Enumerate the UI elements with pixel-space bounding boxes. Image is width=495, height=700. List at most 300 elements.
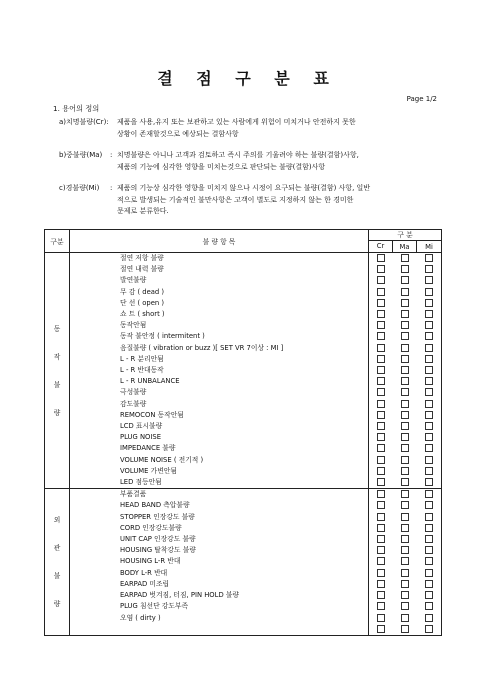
checkbox-cell-cr [369, 432, 393, 443]
table-row [45, 387, 442, 398]
checkbox-cell-mi [417, 455, 442, 466]
checkbox-cell-cr [369, 410, 393, 421]
checkbox-mi[interactable] [425, 546, 433, 554]
checkbox-mi[interactable] [425, 614, 433, 622]
checkbox-cell-ma [393, 500, 417, 511]
definition-line: 제품의 기능상 심각한 영향을 미치지 않으나 시정이 요구되는 불량(결함) 사항, 일반 [117, 184, 371, 192]
checkbox-cell-mi [417, 624, 442, 636]
checkbox-mi[interactable] [425, 625, 433, 633]
checkbox-cell-cr [369, 624, 393, 636]
page-number: Page 1/2 [406, 95, 437, 103]
table-row [45, 624, 442, 636]
checkbox-cell-ma [393, 523, 417, 534]
definition-colon: : [110, 151, 113, 159]
checkbox-cell-ma [393, 568, 417, 579]
definition-term: b)중불량(Ma) [59, 151, 103, 159]
checkbox-cell-mi [417, 320, 442, 331]
checkbox-cell-ma [393, 410, 417, 421]
checkbox-cell-ma [393, 624, 417, 636]
checkbox-cr[interactable] [377, 344, 385, 352]
checkbox-mi[interactable] [425, 411, 433, 419]
checkbox-mi[interactable] [425, 321, 433, 329]
checkbox-cell-mi [417, 477, 442, 489]
defect-item: L - R 분리안됨 [70, 354, 369, 365]
table-row [45, 287, 442, 298]
checkbox-cell-mi [417, 601, 442, 612]
checkbox-cell-ma [393, 590, 417, 601]
checkbox-cell-cr [369, 443, 393, 454]
group-label-char: 동 [53, 324, 61, 333]
definition-critical [59, 117, 449, 141]
checkbox-mi[interactable] [425, 444, 433, 452]
checkbox-ma[interactable] [401, 254, 409, 262]
defect-item: 음질불량 ( vibration or buzz )[ SET VR 7이상 : MI ] [70, 343, 369, 354]
checkbox-mi[interactable] [425, 478, 433, 486]
defect-item: VOLUME NOISE ( 전기적 ) [70, 455, 369, 466]
checkbox-cell-cr [369, 275, 393, 286]
table-row [45, 579, 442, 590]
checkbox-ma[interactable] [401, 569, 409, 577]
group-label-char: 량 [53, 408, 61, 417]
checkbox-cr[interactable] [377, 467, 385, 475]
checkbox-cell-cr [369, 298, 393, 309]
checkbox-mi[interactable] [425, 310, 433, 318]
group-label [45, 253, 70, 489]
checkbox-mi[interactable] [425, 288, 433, 296]
checkbox-cell-mi [417, 523, 442, 534]
checkbox-cell-mi [417, 376, 442, 387]
checkbox-ma[interactable] [401, 433, 409, 441]
header-class: 구 분 [369, 230, 442, 241]
table-row [45, 410, 442, 421]
definition-body [117, 150, 447, 173]
checkbox-cr[interactable] [377, 276, 385, 284]
table-row [45, 568, 442, 579]
checkbox-ma[interactable] [401, 467, 409, 475]
checkbox-ma[interactable] [401, 524, 409, 532]
checkbox-cell-cr [369, 568, 393, 579]
checkbox-cell-cr [369, 253, 393, 265]
checkbox-cell-ma [393, 455, 417, 466]
checkbox-cell-cr [369, 309, 393, 320]
checkbox-mi[interactable] [425, 591, 433, 599]
checkbox-ma[interactable] [401, 288, 409, 296]
checkbox-cell-ma [393, 613, 417, 624]
checkbox-ma[interactable] [401, 299, 409, 307]
checkbox-cell-cr [369, 320, 393, 331]
checkbox-mi[interactable] [425, 524, 433, 532]
checkbox-ma[interactable] [401, 557, 409, 565]
defect-item: HOUSING L-R 반대 [70, 556, 369, 567]
definition-line: 제품을 사용,유지 또는 보관하고 있는 사람에게 위험이 미치거나 안전하지 못한 [117, 118, 356, 126]
checkbox-cr[interactable] [377, 321, 385, 329]
checkbox-cr[interactable] [377, 513, 385, 521]
checkbox-cr[interactable] [377, 535, 385, 543]
defect-item: PLUG 침선단 강도부족 [70, 601, 369, 612]
defect-item: HEAD BAND 측압불량 [70, 500, 369, 511]
checkbox-ma[interactable] [401, 355, 409, 363]
checkbox-cell-cr [369, 534, 393, 545]
checkbox-cell-ma [393, 432, 417, 443]
checkbox-cell-cr [369, 421, 393, 432]
checkbox-mi[interactable] [425, 501, 433, 509]
checkbox-ma[interactable] [401, 456, 409, 464]
checkbox-cell-cr [369, 613, 393, 624]
checkbox-cell-cr [369, 387, 393, 398]
defect-item: HOUSING 탈착강도 불량 [70, 545, 369, 556]
checkbox-cell-ma [393, 287, 417, 298]
checkbox-mi[interactable] [425, 377, 433, 385]
checkbox-ma[interactable] [401, 513, 409, 521]
checkbox-cell-ma [393, 365, 417, 376]
defect-item: 쇼 트 ( short ) [70, 309, 369, 320]
checkbox-ma[interactable] [401, 602, 409, 610]
table-row [45, 399, 442, 410]
checkbox-mi[interactable] [425, 400, 433, 408]
checkbox-cell-ma [393, 253, 417, 265]
defect-item: UNIT CAP 인장강도 불량 [70, 534, 369, 545]
checkbox-cr[interactable] [377, 444, 385, 452]
checkbox-cell-cr [369, 466, 393, 477]
checkbox-cell-mi [417, 309, 442, 320]
checkbox-cell-mi [417, 613, 442, 624]
checkbox-mi[interactable] [425, 580, 433, 588]
definition-term: c)경불량(Mi) [59, 184, 100, 192]
checkbox-cr[interactable] [377, 265, 385, 273]
checkbox-cell-ma [393, 331, 417, 342]
checkbox-ma[interactable] [401, 580, 409, 588]
checkbox-ma[interactable] [401, 422, 409, 430]
defect-item: 감도불량 [70, 399, 369, 410]
checkbox-mi[interactable] [425, 422, 433, 430]
defect-item: L - R UNBALANCE [70, 376, 369, 387]
defect-item [70, 624, 369, 636]
checkbox-cr[interactable] [377, 400, 385, 408]
checkbox-cell-ma [393, 343, 417, 354]
checkbox-cell-mi [417, 590, 442, 601]
checkbox-cell-mi [417, 579, 442, 590]
table-row [45, 298, 442, 309]
table-row [45, 354, 442, 365]
checkbox-cr[interactable] [377, 254, 385, 262]
checkbox-cell-cr [369, 579, 393, 590]
checkbox-cr[interactable] [377, 377, 385, 385]
checkbox-cell-cr [369, 287, 393, 298]
document-title: 결 점 구 분 표 [157, 69, 338, 88]
checkbox-cell-mi [417, 489, 442, 501]
checkbox-mi[interactable] [425, 276, 433, 284]
checkbox-cr[interactable] [377, 625, 385, 633]
checkbox-cell-cr [369, 264, 393, 275]
checkbox-ma[interactable] [401, 444, 409, 452]
checkbox-cr[interactable] [377, 422, 385, 430]
checkbox-cell-cr [369, 354, 393, 365]
checkbox-cell-mi [417, 568, 442, 579]
header-mi: Mi [417, 241, 442, 253]
checkbox-cr[interactable] [377, 501, 385, 509]
defect-item: 무 감 ( dead ) [70, 287, 369, 298]
group-label-char: 량 [53, 600, 61, 609]
definition-body [117, 183, 447, 218]
checkbox-cr[interactable] [377, 355, 385, 363]
defect-item: BODY L-R 반대 [70, 568, 369, 579]
checkbox-cell-ma [393, 443, 417, 454]
checkbox-cr[interactable] [377, 299, 385, 307]
checkbox-cell-cr [369, 500, 393, 511]
checkbox-cell-mi [417, 343, 442, 354]
checkbox-cr[interactable] [377, 580, 385, 588]
defect-item: 동작안됨 [70, 320, 369, 331]
checkbox-cell-cr [369, 523, 393, 534]
checkbox-cell-ma [393, 320, 417, 331]
defect-item: L - R 반대동작 [70, 365, 369, 376]
checkbox-ma[interactable] [401, 490, 409, 498]
checkbox-cell-mi [417, 556, 442, 567]
checkbox-cr[interactable] [377, 524, 385, 532]
checkbox-cell-mi [417, 365, 442, 376]
checkbox-cell-cr [369, 545, 393, 556]
checkbox-ma[interactable] [401, 478, 409, 486]
checkbox-cell-cr [369, 343, 393, 354]
checkbox-cell-mi [417, 545, 442, 556]
checkbox-mi[interactable] [425, 535, 433, 543]
checkbox-cell-ma [393, 477, 417, 489]
checkbox-cr[interactable] [377, 388, 385, 396]
checkbox-cell-mi [417, 421, 442, 432]
checkbox-cell-mi [417, 512, 442, 523]
group-label [45, 489, 70, 636]
checkbox-cr[interactable] [377, 490, 385, 498]
checkbox-ma[interactable] [401, 310, 409, 318]
table-row [45, 466, 442, 477]
table-row [45, 601, 442, 612]
defect-item: 부품결품 [70, 489, 369, 501]
defect-item: EARPAD 미조립 [70, 579, 369, 590]
group-label-char: 작 [53, 352, 61, 361]
table-row [45, 309, 442, 320]
table-row [45, 613, 442, 624]
checkbox-cell-ma [393, 601, 417, 612]
checkbox-cr[interactable] [377, 433, 385, 441]
defect-item: STOPPER 인장강도 불량 [70, 512, 369, 523]
defect-item: EARPAD 벗겨짐, 터짐, PIN HOLD 불량 [70, 590, 369, 601]
table-row [45, 343, 442, 354]
defect-item: CORD 인장강도불량 [70, 523, 369, 534]
checkbox-cell-ma [393, 512, 417, 523]
table-row [45, 264, 442, 275]
checkbox-cell-ma [393, 309, 417, 320]
checkbox-cell-mi [417, 466, 442, 477]
header-group: 구분 [45, 230, 70, 253]
checkbox-cell-mi [417, 264, 442, 275]
checkbox-cell-cr [369, 489, 393, 501]
table-row [45, 556, 442, 567]
checkbox-mi[interactable] [425, 513, 433, 521]
header-ma: Ma [393, 241, 417, 253]
checkbox-mi[interactable] [425, 602, 433, 610]
checkbox-cell-ma [393, 545, 417, 556]
checkbox-mi[interactable] [425, 467, 433, 475]
checkbox-cell-mi [417, 432, 442, 443]
table-row [45, 500, 442, 511]
checkbox-cell-cr [369, 590, 393, 601]
checkbox-cell-cr [369, 331, 393, 342]
checkbox-ma[interactable] [401, 614, 409, 622]
checkbox-mi[interactable] [425, 433, 433, 441]
checkbox-cr[interactable] [377, 602, 385, 610]
checkbox-ma[interactable] [401, 400, 409, 408]
table-row [45, 512, 442, 523]
checkbox-ma[interactable] [401, 377, 409, 385]
definition-line: 적으로 발생되는 기술적인 불만사항은 고객이 별도로 지정하지 않는 한 경미한 [117, 195, 354, 204]
checkbox-cell-ma [393, 399, 417, 410]
checkbox-cell-mi [417, 410, 442, 421]
checkbox-ma[interactable] [401, 625, 409, 633]
checkbox-mi[interactable] [425, 299, 433, 307]
checkbox-cell-ma [393, 264, 417, 275]
table-row [45, 590, 442, 601]
defect-item: 오염 ( dirty ) [70, 613, 369, 624]
checkbox-cell-mi [417, 275, 442, 286]
checkbox-mi[interactable] [425, 355, 433, 363]
defect-item: PLUG NOISE [70, 432, 369, 443]
checkbox-cr[interactable] [377, 569, 385, 577]
checkbox-cell-ma [393, 466, 417, 477]
defect-item: 단 선 ( open ) [70, 298, 369, 309]
table-row [45, 432, 442, 443]
defect-item: VOLUME 가변안됨 [70, 466, 369, 477]
checkbox-cell-cr [369, 365, 393, 376]
checkbox-cr[interactable] [377, 411, 385, 419]
checkbox-mi[interactable] [425, 366, 433, 374]
checkbox-mi[interactable] [425, 569, 433, 577]
checkbox-ma[interactable] [401, 344, 409, 352]
definition-body [117, 117, 447, 140]
checkbox-ma[interactable] [401, 366, 409, 374]
checkbox-ma[interactable] [401, 276, 409, 284]
checkbox-mi[interactable] [425, 265, 433, 273]
checkbox-cell-cr [369, 556, 393, 567]
defect-item: IMPEDANCE 불량 [70, 443, 369, 454]
definition-line: 제품의 기능에 심각한 영향을 미치는것으로 판단되는 불량(결함)사항 [117, 162, 326, 171]
checkbox-cr[interactable] [377, 614, 385, 622]
group-label-char: 관 [53, 544, 61, 553]
checkbox-ma[interactable] [401, 591, 409, 599]
definition-major [59, 150, 449, 174]
checkbox-cell-ma [393, 354, 417, 365]
checkbox-cell-mi [417, 399, 442, 410]
defect-item: LCD 표시불량 [70, 421, 369, 432]
checkbox-ma[interactable] [401, 411, 409, 419]
checkbox-cell-cr [369, 455, 393, 466]
table-row [45, 455, 442, 466]
checkbox-cell-ma [393, 489, 417, 501]
table-row [45, 365, 442, 376]
checkbox-cell-mi [417, 500, 442, 511]
group-label-char: 불 [53, 380, 61, 389]
checkbox-cell-mi [417, 354, 442, 365]
table-row [45, 489, 442, 501]
table-row [45, 545, 442, 556]
checkbox-mi[interactable] [425, 490, 433, 498]
checkbox-ma[interactable] [401, 501, 409, 509]
checkbox-cr[interactable] [377, 546, 385, 554]
table-row [45, 421, 442, 432]
checkbox-cr[interactable] [377, 456, 385, 464]
checkbox-cr[interactable] [377, 332, 385, 340]
table-body [45, 253, 442, 636]
defect-item: 극성불량 [70, 387, 369, 398]
table-row [45, 534, 442, 545]
definition-line: 문제로 분류한다. [117, 207, 169, 215]
checkbox-ma[interactable] [401, 265, 409, 273]
header-cr: Cr [369, 241, 393, 253]
checkbox-mi[interactable] [425, 254, 433, 262]
group-label-char: 불 [53, 572, 61, 581]
checkbox-cell-mi [417, 253, 442, 265]
checkbox-cell-cr [369, 376, 393, 387]
checkbox-cell-ma [393, 579, 417, 590]
defect-item: REMOCON 동작안됨 [70, 410, 369, 421]
checkbox-ma[interactable] [401, 321, 409, 329]
checkbox-ma[interactable] [401, 535, 409, 543]
header-items: 불 량 항 목 [70, 230, 369, 253]
definition-line: 상황이 존재할것으로 예상되는 결함사항 [117, 129, 239, 138]
defect-item: LED 점등안됨 [70, 477, 369, 489]
checkbox-cr[interactable] [377, 478, 385, 486]
checkbox-cell-ma [393, 534, 417, 545]
checkbox-mi[interactable] [425, 332, 433, 340]
defect-item: 발연불량 [70, 275, 369, 286]
checkbox-mi[interactable] [425, 557, 433, 565]
checkbox-cr[interactable] [377, 591, 385, 599]
checkbox-mi[interactable] [425, 344, 433, 352]
checkbox-cell-mi [417, 534, 442, 545]
checkbox-cell-mi [417, 331, 442, 342]
table-row [45, 376, 442, 387]
checkbox-cell-ma [393, 298, 417, 309]
table-row [45, 331, 442, 342]
definition-line: 치명불량은 아니나 고객과 검토하고 즉시 주의를 기울려야 하는 불량(결함)사항, [117, 151, 359, 159]
checkbox-mi[interactable] [425, 388, 433, 396]
checkbox-cell-ma [393, 387, 417, 398]
checkbox-cell-mi [417, 287, 442, 298]
checkbox-ma[interactable] [401, 546, 409, 554]
checkbox-ma[interactable] [401, 332, 409, 340]
checkbox-cr[interactable] [377, 288, 385, 296]
table-row [45, 253, 442, 265]
checkbox-cr[interactable] [377, 310, 385, 318]
checkbox-cell-ma [393, 421, 417, 432]
defect-item: 절연 내력 불량 [70, 264, 369, 275]
table-row [45, 477, 442, 489]
checkbox-cell-mi [417, 387, 442, 398]
checkbox-cr[interactable] [377, 366, 385, 374]
definition-term: a)치명불량(Cr): [59, 118, 109, 126]
checkbox-cell-ma [393, 376, 417, 387]
table-row [45, 443, 442, 454]
checkbox-cell-cr [369, 477, 393, 489]
checkbox-mi[interactable] [425, 456, 433, 464]
checkbox-ma[interactable] [401, 388, 409, 396]
table-row [45, 320, 442, 331]
checkbox-cell-mi [417, 443, 442, 454]
checkbox-cr[interactable] [377, 557, 385, 565]
checkbox-cell-cr [369, 512, 393, 523]
defect-item: 동작 불안정 ( intermitent ) [70, 331, 369, 342]
checkbox-cell-ma [393, 275, 417, 286]
table-row [45, 523, 442, 534]
